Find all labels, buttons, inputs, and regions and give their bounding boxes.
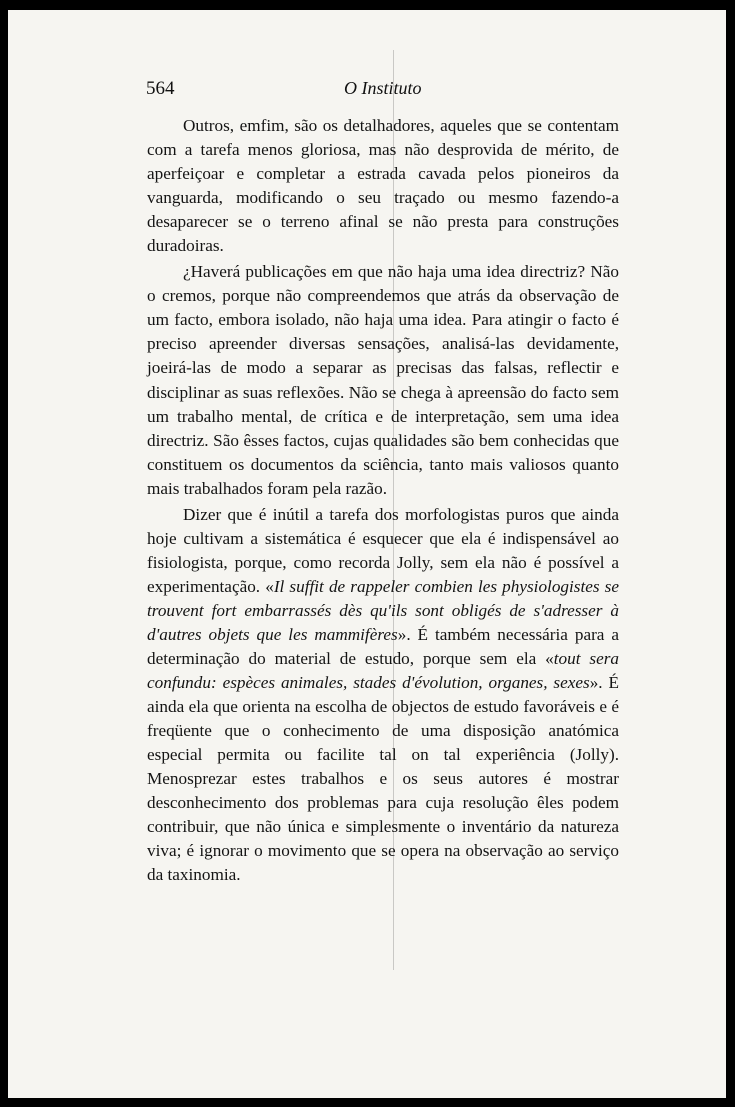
body-text bbox=[147, 114, 619, 888]
quote-jolly-confundu: tout sera confundu: espèces animales, stades d'évolution, organes, sexes bbox=[147, 649, 619, 693]
page-header bbox=[8, 78, 726, 108]
page-number: 564 bbox=[146, 78, 175, 99]
paragraph-2-text: ¿Haverá publicações em que não haja uma idea directriz? Não o cremos, porque não compreendemos que atrás da observação de um facto, embora isolado, não haja uma idea. Para atingir o facto é preciso apreender diversas sensações, analisá-las devidamente, joeirá-las de modo a separar as precisas das falsas, reflectir e disciplinar as suas reflexões. Não se chega à apreensão do facto sem um trabalho mental, de crítica e de interpretação, sem uma idea directriz. São êsses factos, cujas qualidades são bem conhecidas que constituem os documentos da sciência, tanto mais valiosos quanto mais trabalhados foram pela razão. bbox=[147, 262, 619, 498]
paragraph-3-text-b: ». É também necessária para a determinação do material de estudo, porque sem ela « bbox=[147, 624, 619, 669]
book-page bbox=[8, 10, 726, 1098]
paragraph-1-text: Outros, emfim, são os detalhadores, aqueles que se contentam com a tarefa menos gloriosa, mas não desprovida de mérito, de aperfeiçoar e completar a estrada cavada pelos pioneiros da vanguarda, modificando o seu traçado ou mesmo fazendo-a desaparecer se o terreno afinal se não presta para construções duradoiras. bbox=[147, 116, 619, 256]
paragraph-3 bbox=[147, 503, 619, 888]
paragraph-3-text-a: Dizer que é inútil a tarefa dos morfologistas puros que ainda hoje cultivam a sistemática é esquecer que ela é indispensável ao fisiologista, porque, como recorda Jolly, sem ela não é possível a experimentação. « bbox=[147, 504, 619, 596]
paragraph-2 bbox=[147, 260, 619, 500]
paragraph-3-text-c: ». É ainda ela que orienta na escolha de objectos de estudo favoráveis e é freqüente que o conhecimento de uma disposição anatómica especial permita ou facilite tal on tal experiência (Jolly). Menosprezar estes trabalhos e os seus autores é mostrar desconhecimento dos problemas para cuja resolução êles podem contribuir, que não única e simplesmente o inventário da natureza viva; é ignorar o movimento que se opera na observação ao serviço da taxinomia. bbox=[147, 673, 619, 885]
running-title: O Instituto bbox=[344, 78, 422, 98]
paragraph-1 bbox=[147, 114, 619, 258]
quote-jolly-physiologists: Il suffit de rappeler combien les physiologistes se trouvent fort embarrassés dès qu'ils sont obligés de s'adresser à d'autres objets que les mammifères bbox=[147, 576, 619, 644]
